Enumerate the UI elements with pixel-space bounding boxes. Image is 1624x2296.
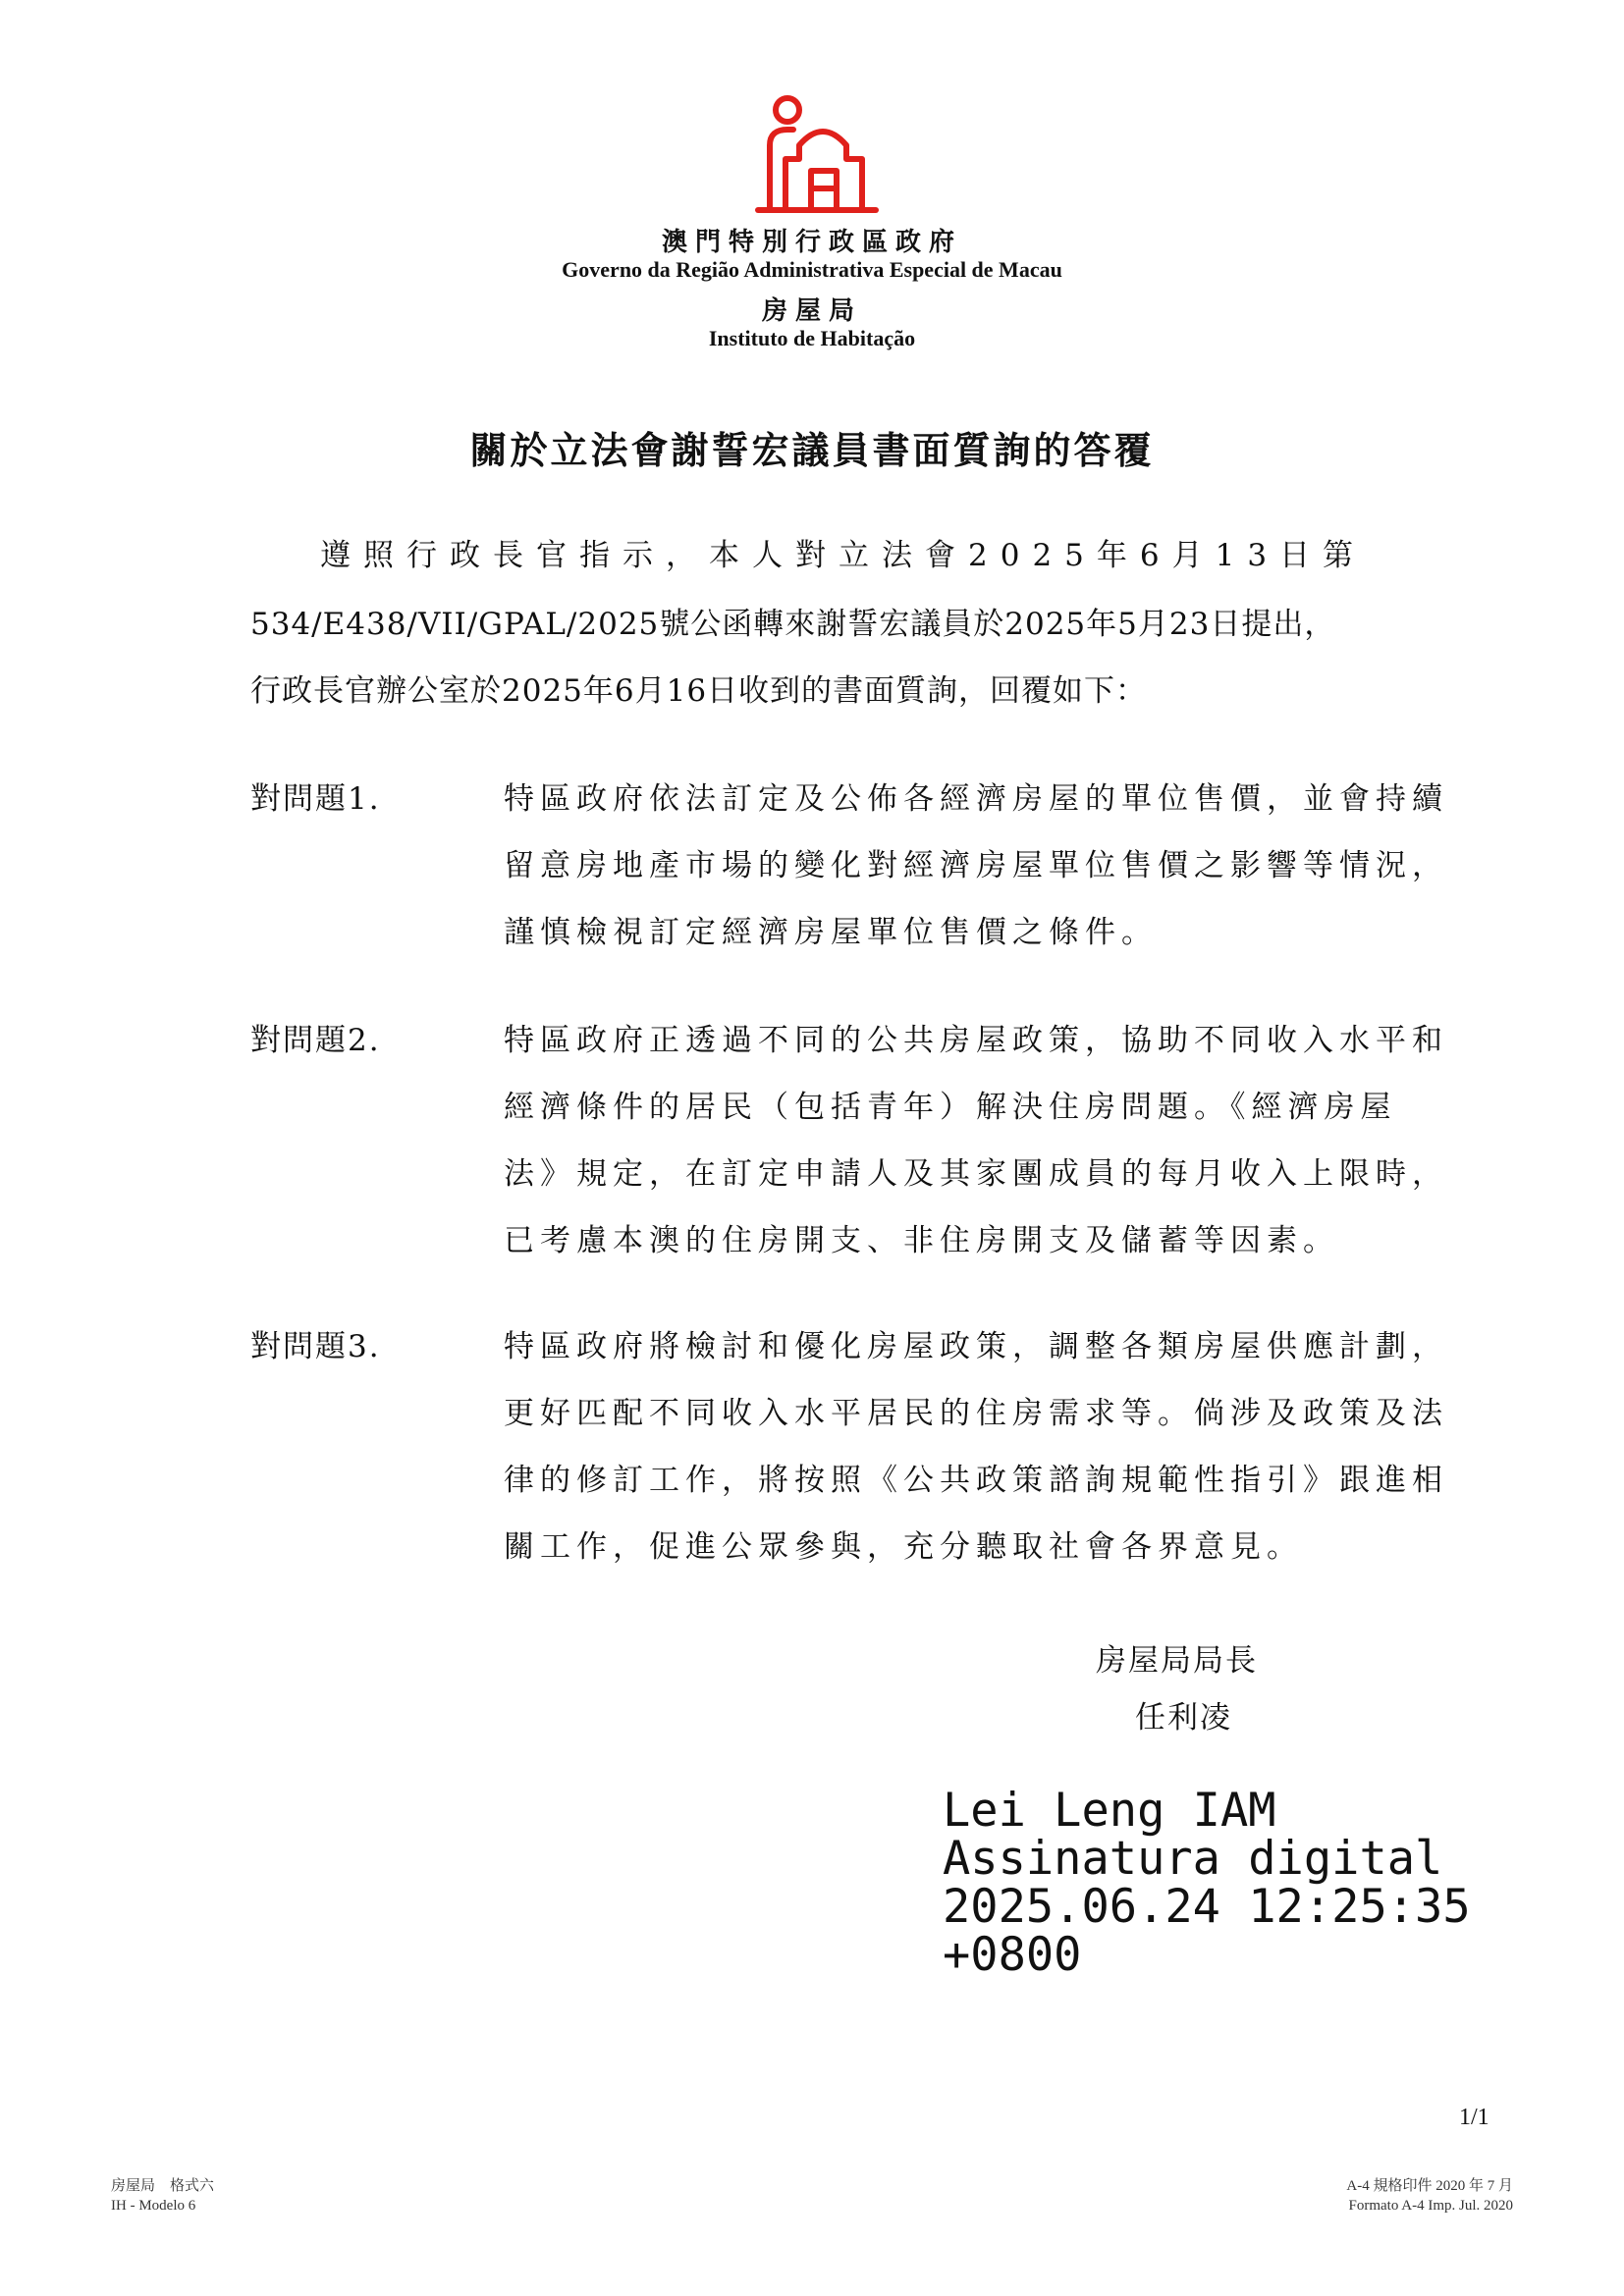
dept-name-chinese: 房屋局	[761, 296, 862, 325]
answer-3-line-1: 特區政府將檢討和優化房屋政策，調整各類房屋供應計劃，	[504, 1329, 1448, 1364]
answer-1-line-2: 留意房地產市場的變化對經濟房屋單位售價之影響等情況，	[504, 848, 1448, 883]
housing-bureau-logo	[750, 94, 884, 216]
answer-1-line-1: 特區政府依法訂定及公佈各經濟房屋的單位售價，並會持續	[504, 781, 1448, 817]
answer-2-line-2: 經濟條件的居民（包括青年）解決住房問題。《經濟房屋	[504, 1090, 1397, 1125]
answer-3-line-4: 關工作，促進公眾參與，充分聽取社會各界意見。	[504, 1529, 1303, 1565]
answer-3-line-2: 更好匹配不同收入水平居民的住房需求等。倘涉及政策及法	[504, 1396, 1448, 1431]
intro-line-2: 534/E438/VII/GPAL/2025號公函轉來謝誓宏議員於2025年5月23日提出，	[250, 607, 1336, 642]
footer-right	[1346, 2176, 1513, 2216]
answer-1-label: 對問題1.	[250, 781, 381, 817]
answer-2-line-1: 特區政府正透過不同的公共房屋政策，協助不同收入水平和	[504, 1023, 1448, 1058]
document-title: 關於立法會謝誓宏議員書面質詢的答覆	[469, 429, 1155, 472]
signatory-position: 房屋局局長	[1096, 1643, 1258, 1679]
org-name-chinese: 澳門特別行政區政府	[661, 228, 962, 256]
digital-signature-signer: Lei Leng IAM	[943, 1784, 1276, 1838]
org-name-portuguese: Governo da Região Administrativa Especial de Macau	[562, 257, 1062, 282]
intro-line-1: 遵照行政長官指示，本人對立法會2025年6月13日第	[320, 538, 1367, 573]
answer-3-line-3: 律的修訂工作，將按照《公共政策諮詢規範性指引》跟進相	[504, 1463, 1448, 1498]
intro-line-3: 行政長官辦公室於2025年6月16日收到的書面質詢，回覆如下：	[250, 673, 1148, 709]
footer-form-code-chinese: 房屋局 格式六	[111, 2178, 215, 2194]
footer-print-format-chinese: A-4 規格印件 2020 年 7 月	[1346, 2178, 1513, 2194]
digital-signature-datetime: 2025.06.24 12:25:35	[943, 1880, 1471, 1934]
answer-1-line-3: 謹慎檢視訂定經濟房屋單位售價之條件。	[504, 915, 1158, 950]
answer-2-line-3: 法》規定，在訂定申請人及其家團成員的每月收入上限時，	[504, 1156, 1448, 1192]
page-number: 1/1	[1459, 2105, 1489, 2130]
answer-2-line-4: 已考慮本澳的住房開支、非住房開支及儲蓄等因素。	[504, 1223, 1339, 1258]
answer-3-label: 對問題3.	[250, 1329, 381, 1364]
footer-form-code-portuguese: IH - Modelo 6	[111, 2198, 196, 2214]
footer-left	[111, 2176, 214, 2216]
footer-print-format-portuguese: Formato A-4 Imp. Jul. 2020	[1348, 2198, 1513, 2214]
signatory-name: 任利凌	[1135, 1700, 1232, 1735]
dept-name-portuguese: Instituto de Habitação	[708, 326, 916, 350]
digital-signature-label: Assinatura digital	[943, 1832, 1443, 1886]
digital-signature-timezone: +0800	[943, 1928, 1082, 1982]
answer-2-label: 對問題2.	[250, 1023, 381, 1058]
digital-signature	[943, 1784, 1471, 1982]
